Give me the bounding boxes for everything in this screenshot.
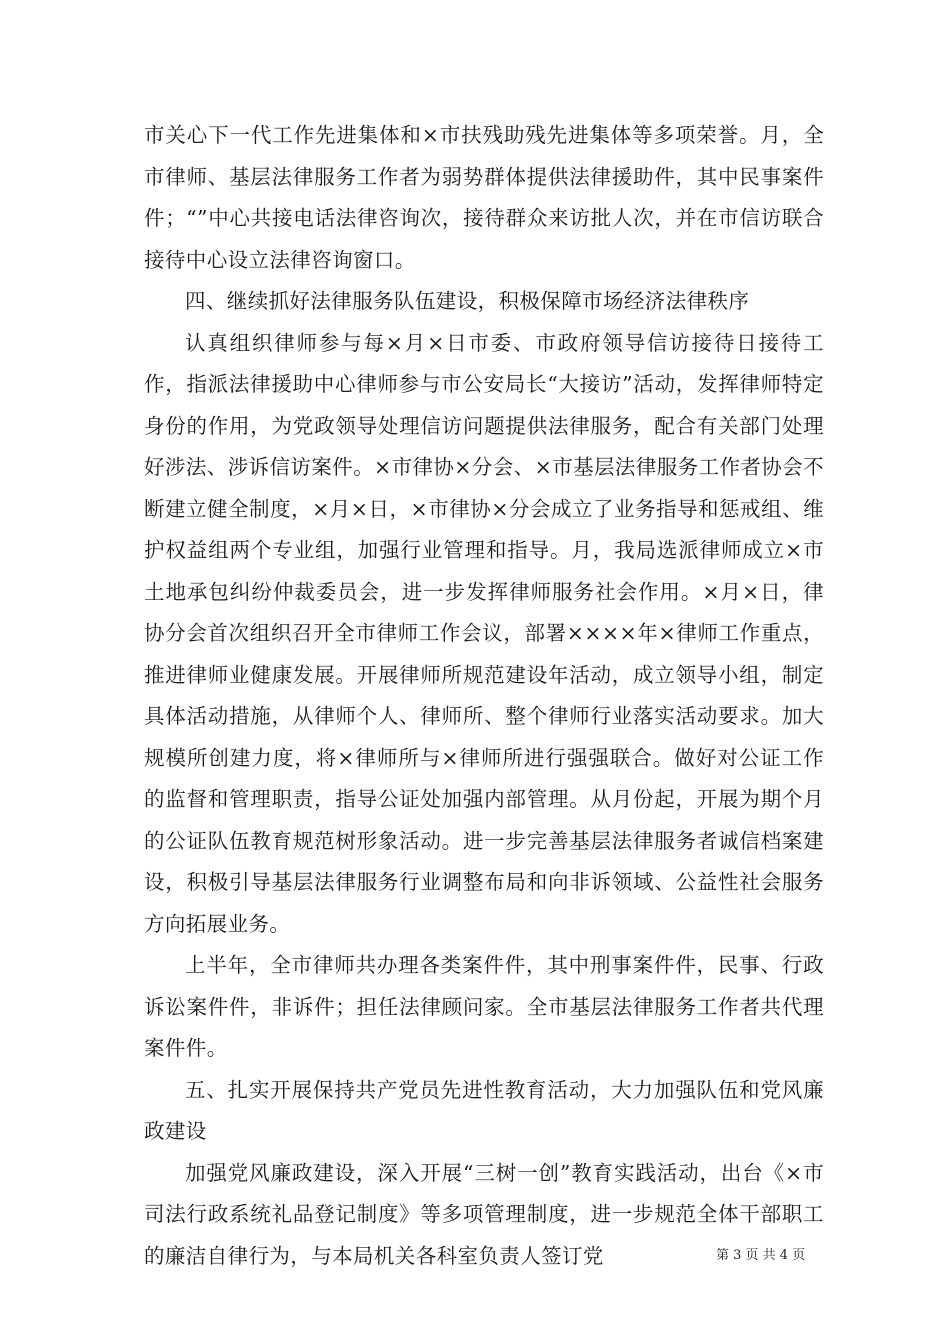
paragraph-half-year-stats: 上半年，全市律师共办理各类案件件，其中刑事案件件，民事、行政诉讼案件件，非诉件；担任法律顾问家。全市基层法律服务工作者共代理案件件。: [144, 953, 824, 1060]
paragraph-party-conduct: 加强党风廉政建设，深入开展“三树一创”教育实践活动，出台《×市司法行政系统礼品登记制度》等多项管理制度，进一步规范全体干部职工的廉洁自律行为，与本局机关各科室负责人签订党: [144, 1160, 824, 1268]
paragraph-lawyer-management: 认真组织律师参与每×月×日市委、市政府领导信访接待日接待工作，指派法律援助中心律师参与市公安局长“大接访”活动，发挥律师特定身份的作用，为党政领导处理信访问题提供法律服务，配合有关部门处理好涉法、涉诉信访案件。×市律协×分会、×市基层法律服务工作者协会不断建立健全制度，×月×日，×市律协×分会成立了业务指导和惩戒组、维护权益组两个专业组，加强行业管理和指导。月，我局选派律师成立×市土地承包纠纷仲裁委员会，进一步发挥律师服务社会作用。×月×日，律协分会首次组织召开全市律师工作会议，部署××××年×律师工作重点，推进律师业健康发展。开展律师所规范建设年活动，成立领导小组，制定具体活动措施，从律师个人、律师所、整个律师行业落实活动要求。加大规模所创建力度，将×律师所与×律师所进行强强联合。做好对公证工作的监督和管理职责，指导公证处加强内部管理。从月份起，开展为期个月的公证队伍教育规范树形象活动。进一步完善基层法律服务者诚信档案建设，积极引导基层法律服务行业调整布局和向非诉领域、公益性社会服务方向拓展业务。: [144, 330, 824, 936]
section-heading-four: 四、继续抓好法律服务队伍建设，积极保障市场经济法律秩序: [185, 289, 750, 313]
paragraph-continued: 市关心下一代工作先进集体和×市扶残助残先进集体等多项荣誉。月，全市律师、基层法律服务工作者为弱势群体提供法律援助件，其中民事案件件；“”中心共接电话法律咨询次，接待群众来访批人次，并在市信访联合接待中心设立法律咨询窗口。: [144, 123, 824, 272]
document-body: [144, 115, 824, 1277]
section-heading-five: 五、扎实开展保持共产党员先进性教育活动，大力加强队伍和党风廉政建设: [144, 1077, 824, 1143]
page-number-footer: 第 3 页 共 4 页: [716, 1248, 806, 1263]
